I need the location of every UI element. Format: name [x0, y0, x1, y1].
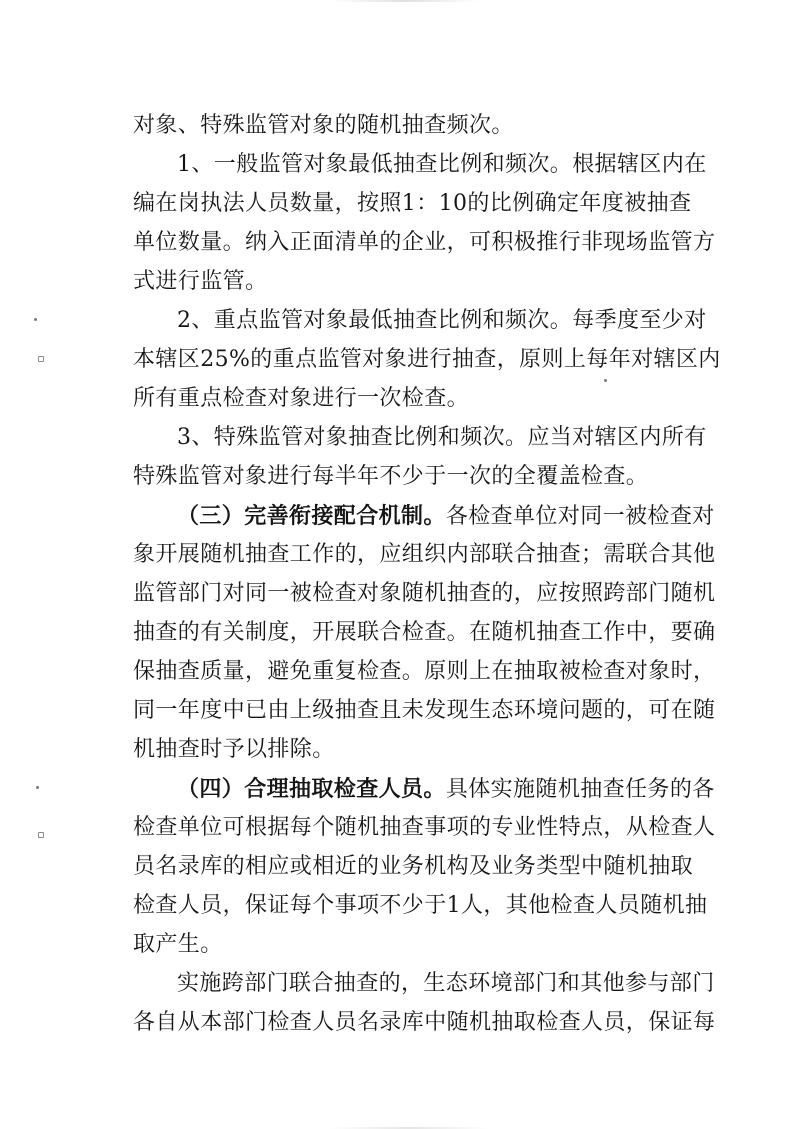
text-line: 象开展随机抽查工作的，应组织内部联合抽查；需联合其他	[133, 542, 716, 567]
scan-edge-top	[330, 0, 480, 2]
text-line: 1、一般监管对象最低抽查比例和频次。根据辖区内在	[177, 152, 707, 177]
text-line: 特殊监管对象进行每半年不少于一次的全覆盖检查。	[133, 464, 649, 489]
text-run: 具体实施随机抽查任务的各	[445, 777, 715, 802]
text-line: 取产生。	[133, 932, 223, 957]
section-heading: （四）合理抽取检查人员。	[177, 776, 446, 802]
text-line: 3、特殊监管对象抽查比例和频次。应当对辖区内所有	[177, 425, 707, 450]
section-paragraph-start	[177, 775, 715, 805]
text-line: 2、重点监管对象最低抽查比例和频次。每季度至少对	[177, 308, 707, 333]
text-line: 编在岗执法人员数量，按照1：10的比例确定年度被抽查	[133, 191, 692, 216]
section-heading: （三）完善衔接配合机制。	[177, 503, 446, 529]
text-line: 各自从本部门检查人员名录库中随机抽取检查人员，保证每	[133, 1010, 716, 1035]
text-line: 抽查的有关制度，开展联合检查。在随机抽查工作中，要确	[133, 620, 716, 645]
scan-artifact-dot	[34, 318, 37, 321]
text-line: 保抽查质量，避免重复检查。原则上在抽取被检查对象时，	[133, 659, 716, 684]
text-line: 检查单位可根据每个随机抽查事项的专业性特点，从检查人	[133, 815, 716, 840]
text-line: 机抽查时予以排除。	[133, 737, 335, 762]
text-line: 对象、特殊监管对象的随机抽查频次。	[133, 113, 514, 138]
section-paragraph-start	[177, 502, 715, 532]
text-line: 式进行监管。	[133, 269, 268, 294]
scan-artifact-dot	[36, 786, 39, 789]
text-line: 员名录库的相应或相近的业务机构及业务类型中随机抽取	[133, 854, 694, 879]
scan-artifact-mark	[38, 356, 44, 362]
scan-artifact-dot	[604, 379, 607, 382]
text-line: 所有重点检查对象进行一次检查。	[133, 386, 470, 411]
text-line: 监管部门对同一被检查对象随机抽查的，应按照跨部门随机	[133, 581, 716, 606]
text-line: 单位数量。纳入正面清单的企业，可积极推行非现场监管方	[133, 230, 716, 255]
text-line: 本辖区25%的重点监管对象进行抽查，原则上每年对辖区内	[133, 347, 721, 372]
text-line: 同一年度中已由上级抽查且未发现生态环境问题的，可在随	[133, 698, 716, 723]
text-line: 实施跨部门联合抽查的，生态环境部门和其他参与部门	[177, 971, 715, 996]
text-line: 检查人员，保证每个事项不少于1人，其他检查人员随机抽	[133, 893, 708, 918]
scan-artifact-mark	[38, 832, 44, 838]
text-run: 各检查单位对同一被检查对	[445, 504, 715, 529]
